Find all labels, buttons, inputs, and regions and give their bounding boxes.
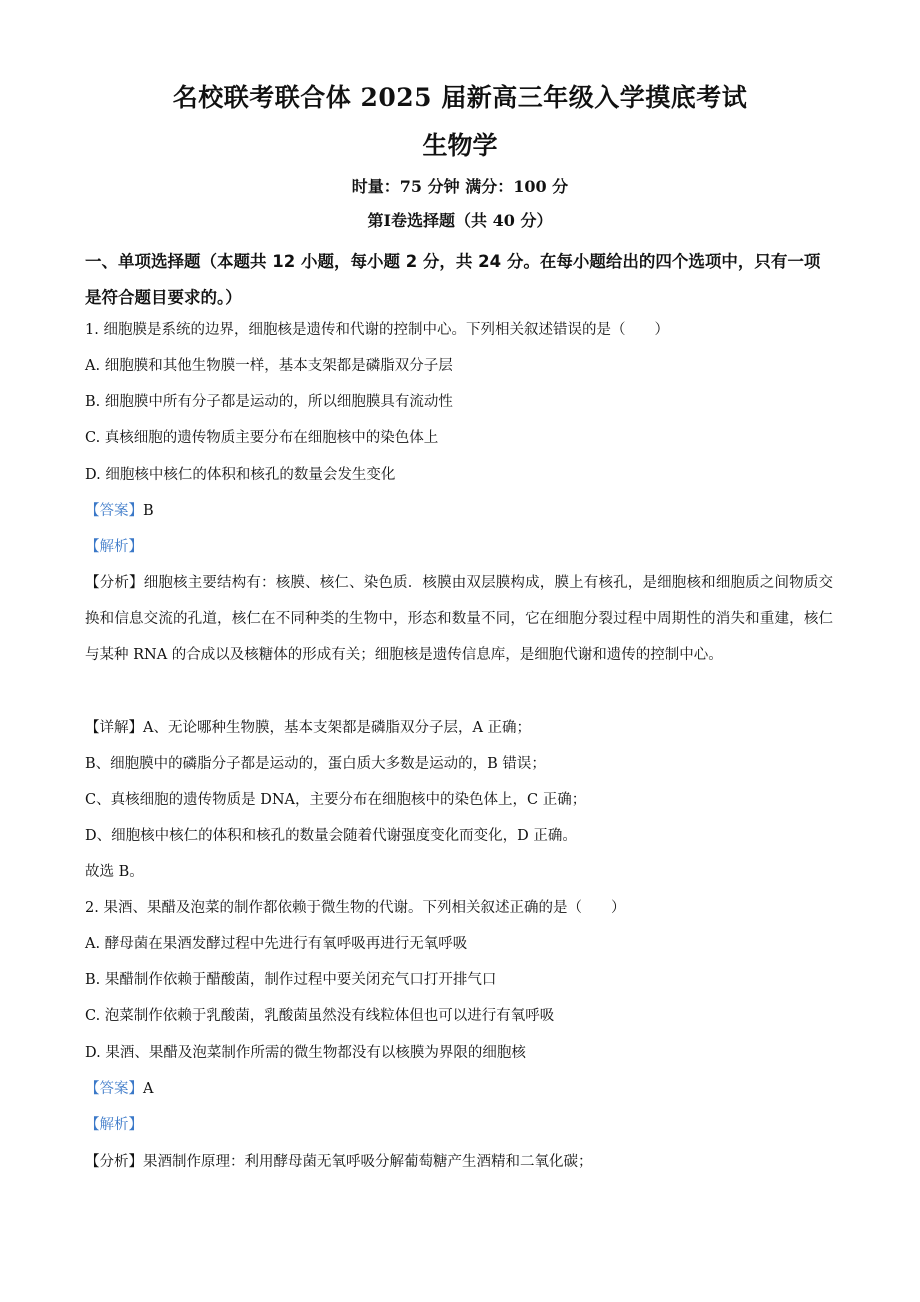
- question-1-xiangjie-b: B、细胞膜中的磷脂分子都是运动的，蛋白质大多数是运动的，B 错误；: [85, 756, 546, 772]
- analysis-label: 【解析】: [85, 539, 143, 555]
- question-1-option-a: A. 细胞膜和其他生物膜一样，基本支架都是磷脂双分子层: [85, 358, 453, 374]
- answer-label: 【答案】: [85, 503, 143, 519]
- fenxi-label: 【分析】: [85, 575, 144, 591]
- fenxi-label: 【分析】: [85, 1154, 143, 1170]
- question-2-option-c: C. 泡菜制作依赖于乳酸菌，乳酸菌虽然没有线粒体但也可以进行有氧呼吸: [85, 1008, 555, 1024]
- question-1-answer: [85, 501, 154, 521]
- xiangjie-label: 【详解】: [85, 720, 143, 736]
- exam-meta: 时量：75 分钟 满分：100 分: [351, 177, 569, 196]
- question-2-option-d: D. 果酒、果醋及泡菜制作所需的微生物都没有以核膜为界限的细胞核: [85, 1045, 526, 1061]
- answer-value: B: [143, 503, 154, 519]
- question-1-option-c: C. 真核细胞的遗传物质主要分布在细胞核中的染色体上: [85, 430, 439, 446]
- question-1-xiangjie-d: D、细胞核中核仁的体积和核孔的数量会随着代谢强度变化而变化，D 正确。: [85, 828, 577, 844]
- question-1-xiangjie-a: [85, 718, 531, 738]
- question-2-option-b: B. 果醋制作依赖于醋酸菌，制作过程中要关闭充气口打开排气口: [85, 972, 497, 988]
- answer-label: 【答案】: [85, 1081, 143, 1097]
- question-2-fenxi: [85, 1152, 593, 1172]
- question-1-stem: 1. 细胞膜是系统的边界，细胞核是遗传和代谢的控制中心。下列相关叙述错误的是（ ）: [85, 322, 669, 338]
- section-heading: 一、单项选择题（本题共 12 小题，每小题 2 分，共 24 分。在每小题给出的四个选项中，只有一项是符合题目要求的。）: [85, 252, 821, 307]
- question-1-xiangjie-c: C、真核细胞的遗传物质是 DNA，主要分布在细胞核中的染色体上，C 正确；: [85, 792, 587, 808]
- question-1-conclusion: 故选 B。: [85, 864, 144, 880]
- question-1-option-d: D. 细胞核中核仁的体积和核孔的数量会发生变化: [85, 467, 396, 483]
- xiangjie-line: A、无论哪种生物膜，基本支架都是磷脂双分子层，A 正确；: [143, 720, 532, 736]
- question-2-answer: [85, 1079, 153, 1099]
- question-2-stem: 2. 果酒、果醋及泡菜的制作都依赖于微生物的代谢。下列相关叙述正确的是（ ）: [85, 900, 626, 916]
- exam-subject: 生物学: [422, 131, 498, 160]
- analysis-label: 【解析】: [85, 1117, 143, 1133]
- question-1-analysis: [85, 537, 143, 557]
- question-2-analysis: [85, 1115, 143, 1135]
- question-1-fenxi: [85, 565, 833, 673]
- fenxi-text: 果酒制作原理：利用酵母菌无氧呼吸分解葡萄糖产生酒精和二氧化碳；: [143, 1154, 593, 1170]
- answer-value: A: [143, 1081, 154, 1097]
- fenxi-text: 细胞核主要结构有：核膜、核仁、染色质．核膜由双层膜构成，膜上有核孔，是细胞核和细胞质之间物质交换和信息交流的孔道，核仁在不同种类的生物中，形态和数量不同，它在细胞分裂过程中周期性的消失和重建，核仁与某种 RNA 的合成以及核糖体的形成有关；细胞核是遗传信息库，是细胞代谢和遗传的控制中心。: [85, 575, 834, 663]
- question-1-option-b: B. 细胞膜中所有分子都是运动的，所以细胞膜具有流动性: [85, 394, 453, 410]
- exam-title: 名校联考联合体 2025 届新高三年级入学摸底考试: [172, 83, 748, 112]
- question-2-option-a: A. 酵母菌在果酒发酵过程中先进行有氧呼吸再进行无氧呼吸: [85, 936, 468, 952]
- exam-volume: 第Ⅰ卷选择题（共 40 分）: [367, 211, 553, 230]
